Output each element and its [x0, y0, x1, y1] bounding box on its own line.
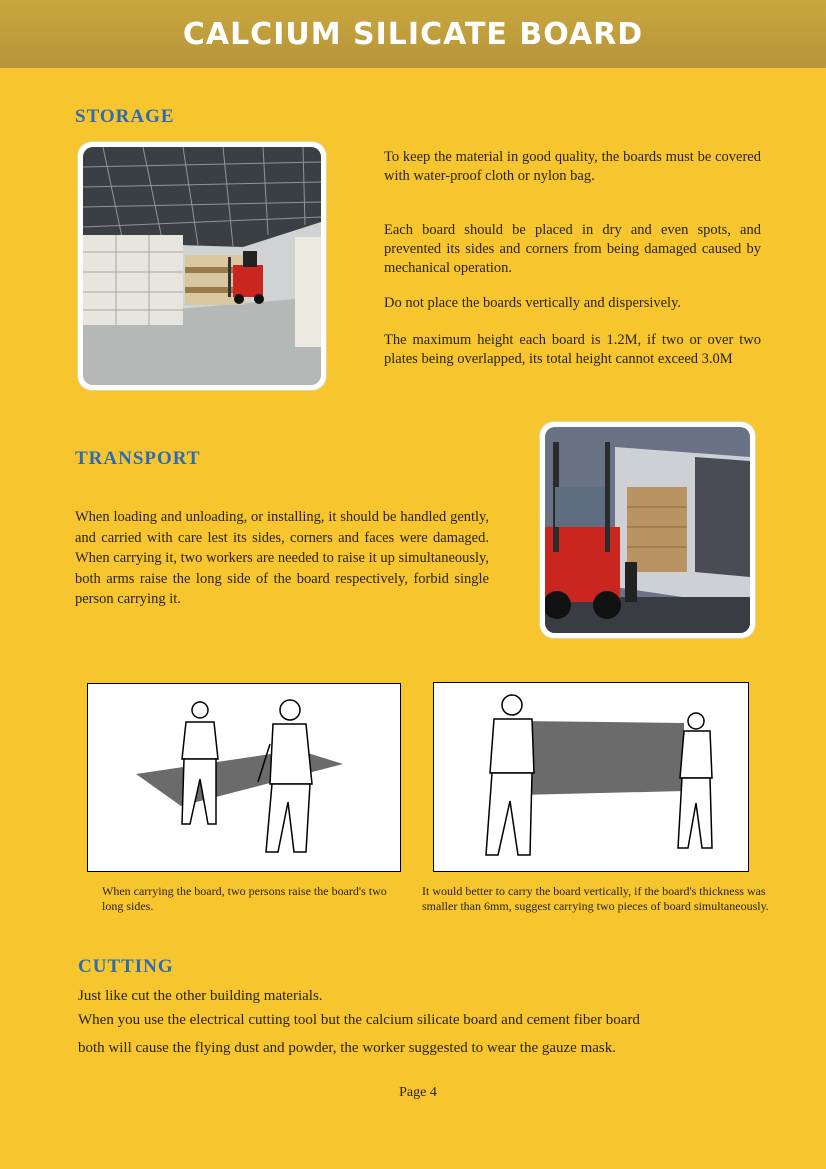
page-number: Page 4	[399, 1085, 437, 1100]
storage-paragraph: Do not place the boards vertically and dispersively.	[384, 295, 682, 311]
storage-paragraph: Each board should be placed in dry and even spots, and prevented its sides and corners from being damaged caused by mechanical operation.	[384, 222, 761, 276]
warehouse-photo	[78, 142, 326, 390]
cutting-heading: CUTTING	[78, 956, 174, 977]
container-loading-photo	[540, 422, 755, 638]
vertical-carry-illustration	[433, 682, 749, 872]
storage-paragraph: To keep the material in good quality, the boards must be covered with water-proof cloth or nylon bag.	[384, 149, 761, 184]
cutting-line: both will cause the flying dust and powder, the worker suggested to wear the gauze mask.	[78, 1040, 617, 1056]
transport-paragraph: When loading and unloading, or installing, it should be handled gently, and carried with care lest its sides, corners and faces were damaged. When carrying it, two workers are needed to raise it up simultaneously, both arms raise the long side of the board respectively, forbid single person carrying it.	[75, 509, 489, 607]
two-person-carry-illustration	[87, 683, 401, 872]
transport-heading: TRANSPORT	[75, 448, 201, 469]
cutting-line: Just like cut the other building materials.	[78, 988, 323, 1004]
illustration-caption-right: It would better to carry the board vertically, if the board's thickness was smaller than 6mm, suggest carrying two pieces of board simultaneously.	[422, 884, 769, 913]
illustration-caption-left: When carrying the board, two persons raise the board's two long sides.	[102, 884, 387, 913]
cutting-line: When you use the electrical cutting tool but the calcium silicate board and cement fiber board	[78, 1012, 640, 1028]
page-title: CALCIUM SILICATE BOARD	[182, 16, 644, 52]
storage-paragraph: The maximum height each board is 1.2M, if two or over two plates being overlapped, its total height cannot exceed 3.0M	[384, 332, 761, 367]
page-header	[0, 0, 826, 68]
storage-heading: STORAGE	[75, 106, 175, 127]
